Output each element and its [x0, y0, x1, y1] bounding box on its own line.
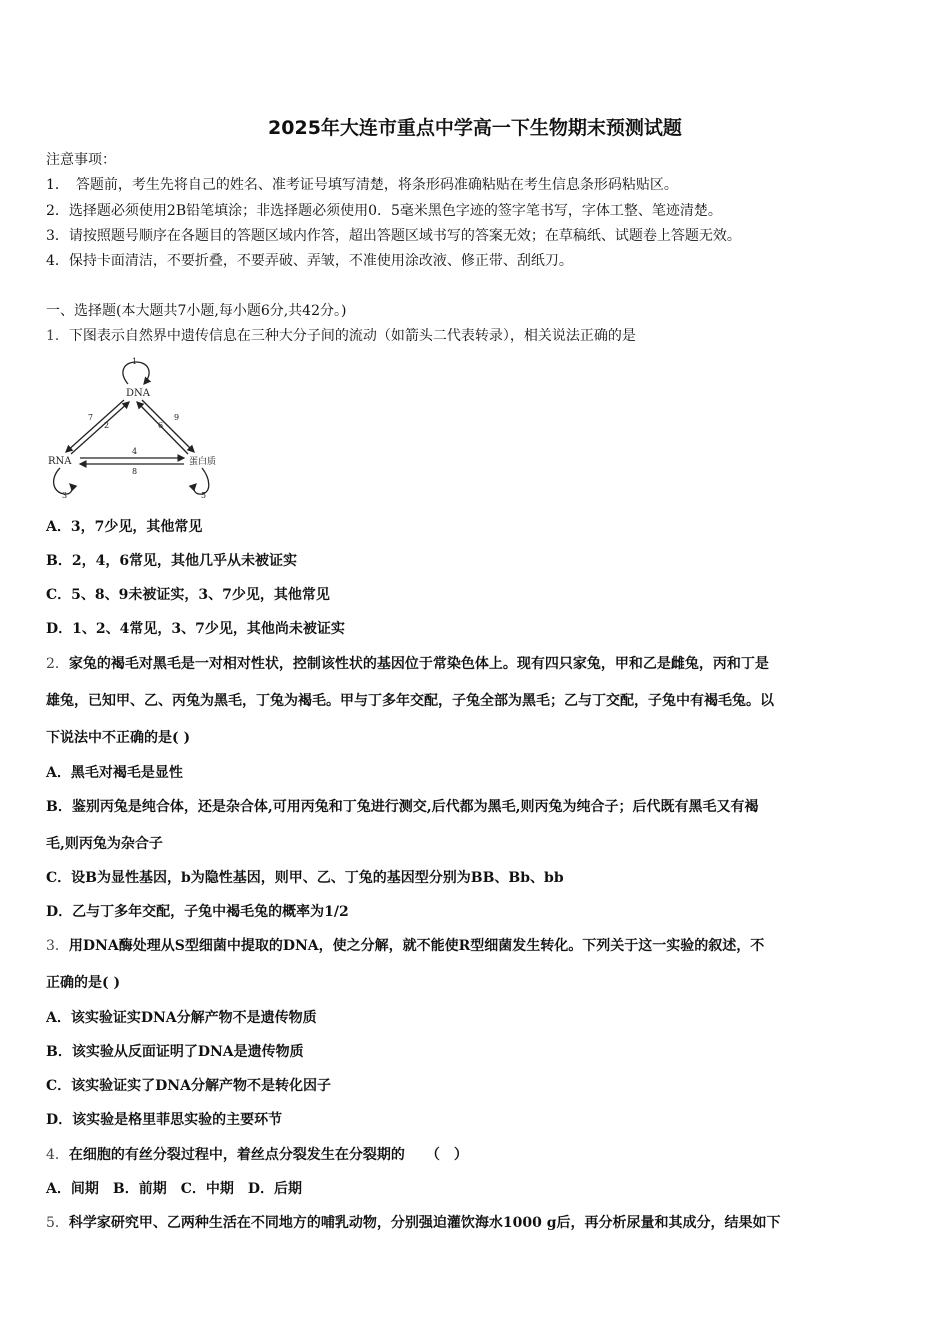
question-3-stem-line: 正确的是( ) [46, 975, 121, 991]
q2-option-d: D．乙与丁多年交配，子兔中褐毛兔的概率为1/2 [46, 904, 349, 920]
q3-option-c: C．该实验证实了DNA分解产物不是转化因子 [46, 1078, 331, 1094]
notice-item: 3．请按照题号顺序在各题目的答题区域内作答，超出答题区域书写的答案无效；在草稿纸、试题卷上答题无效。 [46, 228, 741, 244]
question-2-stem-line: 雄兔，已知甲、乙、丙兔为黑毛，丁兔为褐毛。甲与丁多年交配，子兔全部为黑毛；乙与丁交配，子兔中有褐毛兔。以 [46, 693, 774, 709]
question-number: 2． [46, 656, 69, 672]
protein-label: 蛋白质 [189, 457, 217, 467]
q3-option-b: B．该实验从反面证明了DNA是遗传物质 [46, 1044, 304, 1060]
question-2-stem [46, 655, 769, 673]
q2-option-c: C．设B为显性基因，b为隐性基因，则甲、乙、丁兔的基因型分别为BB、Bb、bb [46, 870, 564, 886]
q1-option-b: B．2，4，6常见，其他几乎从未被证实 [46, 553, 298, 569]
question-text: 在细胞的有丝分裂过程中，着丝点分裂发生在分裂期的 （ ） [68, 1147, 468, 1163]
question-text: 家兔的褐毛对黑毛是一对相对性状，控制该性状的基因位于常染色体上。现有四只家兔，甲和乙是雌兔，丙和丁是 [68, 656, 769, 672]
q1-option-c: C．5、8、9未被证实，3、7少见，其他常见 [46, 587, 330, 603]
page-title: 2025年大连市重点中学高一下生物期末预测试题 [268, 117, 682, 139]
dna-label: DNA [126, 388, 150, 399]
genetic-info-flow-diagram [46, 352, 226, 500]
question-text: 用DNA酶处理从S型细菌中提取的DNA，使之分解，就不能使R型细菌发生转化。下列关于这一实验的叙述，不 [68, 938, 765, 954]
rna-label: RNA [48, 456, 72, 467]
question-number: 1． [46, 328, 69, 344]
q2-option-b-cont: 毛,则丙兔为杂合子 [46, 836, 163, 852]
flow-number: 5 [201, 491, 207, 500]
question-4-stem [46, 1146, 468, 1164]
question-number: 4． [46, 1147, 69, 1163]
flow-number: 9 [174, 413, 180, 422]
flow-number: 7 [88, 413, 94, 422]
flow-number: 4 [132, 447, 138, 456]
notice-item: 4．保持卡面清洁，不要折叠，不要弄破、弄皱，不准使用涂改液、修正带、刮纸刀。 [46, 253, 573, 269]
q1-option-a: A．3，7少见，其他常见 [46, 519, 203, 535]
section-heading: 一、选择题(本大题共7小题,每小题6分,共42分。) [46, 303, 347, 319]
q1-option-d: D．1、2、4常见，3、7少见，其他尚未被证实 [46, 621, 345, 637]
question-number: 5． [46, 1215, 69, 1231]
arrow-rna-to-dna [71, 402, 129, 454]
question-number: 3． [46, 938, 69, 954]
question-2-stem-line: 下说法中不正确的是( ) [46, 730, 191, 746]
flow-number: 8 [132, 467, 138, 476]
question-text: 科学家研究甲、乙两种生活在不同地方的哺乳动物，分别强迫灌饮海水1000 g后，再分析尿量和其成分，结果如下 [68, 1215, 781, 1231]
flow-number: 3 [62, 491, 68, 500]
question-1-stem [46, 327, 636, 345]
notice-heading: 注意事项： [46, 152, 116, 168]
flow-number: 2 [104, 421, 110, 430]
notice-item: 2．选择题必须使用2B铅笔填涂；非选择题必须使用0．5毫米黑色字迹的签字笔书写，字体工整、笔迹清楚。 [46, 203, 722, 219]
arrow-dna-to-rna [66, 400, 124, 452]
flow-number: 6 [158, 421, 164, 430]
q3-option-a: A．该实验证实DNA分解产物不是遗传物质 [46, 1010, 317, 1026]
q2-option-a: A．黑毛对褐毛是显性 [46, 765, 183, 781]
arrow-dna-to-protein [142, 400, 194, 452]
notice-item: 1． 答题前，考生先将自己的姓名、准考证号填写清楚，将条形码准确粘贴在考生信息条形码粘贴区。 [46, 177, 678, 193]
q2-option-b: B．鉴别丙兔是纯合体，还是杂合体,可用丙兔和丁兔进行测交,后代都为黑毛,则丙兔为纯合子；后代既有黑毛又有褐 [46, 799, 759, 815]
question-5-stem [46, 1214, 781, 1232]
q3-option-d: D．该实验是格里菲思实验的主要环节 [46, 1112, 283, 1128]
question-3-stem [46, 937, 764, 955]
flow-number: 1 [132, 357, 138, 366]
q4-options: A．间期 B．前期 C．中期 D．后期 [46, 1181, 302, 1197]
question-text: 下图表示自然界中遗传信息在三种大分子间的流动（如箭头二代表转录），相关说法正确的是 [68, 328, 636, 344]
